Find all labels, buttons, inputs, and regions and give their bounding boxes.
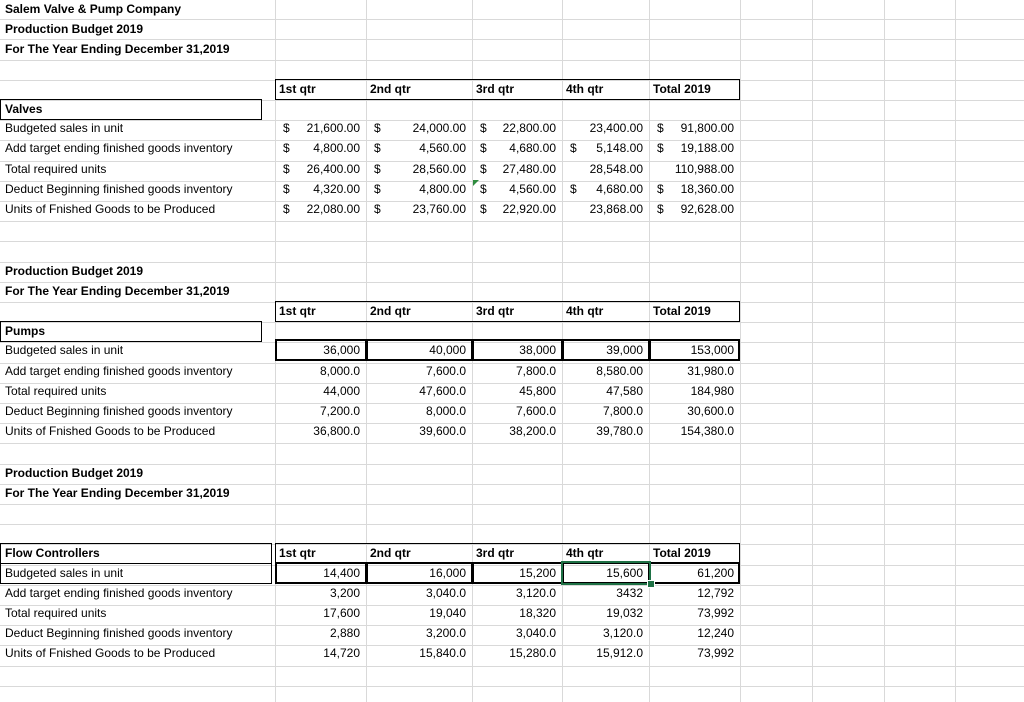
currency-symbol: $ bbox=[283, 162, 290, 176]
valves-value-cell[interactable]: 21,600.00 bbox=[306, 121, 360, 135]
currency-symbol: $ bbox=[283, 202, 290, 216]
flow-value-cell[interactable]: 12,240 bbox=[697, 626, 734, 640]
valves-value-cell[interactable]: 5,148.00 bbox=[596, 141, 643, 155]
currency-symbol: $ bbox=[283, 121, 290, 135]
company-title[interactable]: Salem Valve & Pump Company bbox=[5, 2, 182, 16]
pumps-value-cell[interactable]: 38,200.0 bbox=[509, 424, 556, 438]
currency-symbol: $ bbox=[657, 182, 664, 196]
currency-symbol: $ bbox=[657, 121, 664, 135]
valves-header-q1[interactable]: 1st qtr bbox=[279, 82, 316, 96]
flow-row-label[interactable]: Deduct Beginning finished goods inventory bbox=[5, 626, 233, 640]
valves-value-cell[interactable]: 23,400.00 bbox=[589, 121, 643, 135]
gridline-vertical bbox=[740, 0, 741, 702]
gridline-horizontal bbox=[0, 504, 1024, 505]
pumps-value-cell[interactable]: 7,800.0 bbox=[515, 364, 556, 378]
valves-row-label[interactable]: Total required units bbox=[5, 162, 107, 176]
flow-value-cell[interactable]: 3,120.0 bbox=[515, 586, 556, 600]
currency-symbol: $ bbox=[374, 182, 381, 196]
pumps-value-cell[interactable]: 38,000 bbox=[519, 343, 556, 357]
gridline-horizontal bbox=[0, 686, 1024, 687]
flow-header-q2[interactable]: 2nd qtr bbox=[370, 546, 411, 560]
currency-symbol: $ bbox=[480, 202, 487, 216]
valves-value-cell[interactable]: 23,760.00 bbox=[412, 202, 466, 216]
gridline-horizontal bbox=[0, 60, 1024, 61]
valves-header-q4[interactable]: 4th qtr bbox=[566, 82, 604, 96]
pumps-value-cell[interactable]: 45,800 bbox=[519, 384, 556, 398]
valves-value-cell[interactable]: 27,480.00 bbox=[502, 162, 556, 176]
pumps-value-cell[interactable]: 39,600.0 bbox=[419, 424, 466, 438]
flow-header-q3[interactable]: 3rd qtr bbox=[476, 546, 515, 560]
flow-value-cell[interactable]: 15,280.0 bbox=[509, 646, 556, 660]
pumps-header-q2[interactable]: 2nd qtr bbox=[370, 304, 411, 318]
flow-value-cell[interactable]: 14,720 bbox=[323, 646, 360, 660]
flow-value-cell[interactable]: 15,840.0 bbox=[419, 646, 466, 660]
currency-symbol: $ bbox=[283, 182, 290, 196]
flow-row-label[interactable]: Total required units bbox=[5, 606, 107, 620]
valves-row-label[interactable]: Budgeted sales in unit bbox=[5, 121, 124, 135]
currency-symbol: $ bbox=[374, 162, 381, 176]
pumps-value-cell[interactable]: 47,580 bbox=[606, 384, 643, 398]
gridline-vertical bbox=[955, 0, 956, 702]
valves-value-cell[interactable]: 4,800.00 bbox=[419, 182, 466, 196]
flow-value-cell[interactable]: 19,032 bbox=[606, 606, 643, 620]
pumps-value-cell[interactable]: 184,980 bbox=[690, 384, 734, 398]
pumps-value-cell[interactable]: 36,800.0 bbox=[313, 424, 360, 438]
currency-symbol: $ bbox=[570, 182, 577, 196]
pumps-header-q5[interactable]: Total 2019 bbox=[653, 304, 711, 318]
gridline-horizontal bbox=[0, 221, 1024, 222]
pumps-value-cell[interactable]: 47,600.0 bbox=[419, 384, 466, 398]
pumps-value-cell[interactable]: 36,000 bbox=[323, 343, 360, 357]
flow-value-cell[interactable]: 15,912.0 bbox=[596, 646, 643, 660]
currency-symbol: $ bbox=[374, 202, 381, 216]
flow-value-cell[interactable]: 16,000 bbox=[429, 566, 466, 580]
valves-header-q5[interactable]: Total 2019 bbox=[653, 82, 711, 96]
pumps-header-q1[interactable]: 1st qtr bbox=[279, 304, 316, 318]
flow-period-label[interactable]: For The Year Ending December 31,2019 bbox=[5, 486, 230, 500]
flow-section-label[interactable]: Flow Controllers bbox=[5, 546, 100, 560]
valves-row-label[interactable]: Deduct Beginning finished goods inventory bbox=[5, 182, 233, 196]
flow-header-q1[interactable]: 1st qtr bbox=[279, 546, 316, 560]
pumps-row-label[interactable]: Budgeted sales in unit bbox=[5, 343, 124, 357]
currency-symbol: $ bbox=[480, 121, 487, 135]
pumps-value-cell[interactable]: 7,600.0 bbox=[425, 364, 466, 378]
currency-symbol: $ bbox=[480, 162, 487, 176]
flow-value-cell[interactable]: 18,320 bbox=[519, 606, 556, 620]
pumps-row-label[interactable]: Units of Fnished Goods to be Produced bbox=[5, 424, 216, 438]
currency-symbol: $ bbox=[570, 141, 577, 155]
gridline-horizontal bbox=[0, 443, 1024, 444]
valves-row-label[interactable]: Units of Fnished Goods to be Produced bbox=[5, 202, 216, 216]
valves-value-cell[interactable]: 24,000.00 bbox=[412, 121, 466, 135]
flow-value-cell[interactable]: 15,200 bbox=[519, 566, 556, 580]
period-label[interactable]: For The Year Ending December 31,2019 bbox=[5, 42, 230, 56]
currency-symbol: $ bbox=[657, 202, 664, 216]
pumps-value-cell[interactable]: 154,380.0 bbox=[680, 424, 734, 438]
pumps-value-cell[interactable]: 7,600.0 bbox=[515, 404, 556, 418]
gridline-vertical bbox=[812, 0, 813, 702]
pumps-value-cell[interactable]: 8,000.0 bbox=[425, 404, 466, 418]
valves-value-cell[interactable]: 4,680.00 bbox=[596, 182, 643, 196]
gridline-horizontal bbox=[0, 241, 1024, 242]
flow-value-cell[interactable]: 19,040 bbox=[429, 606, 466, 620]
flow-budget-title[interactable]: Production Budget 2019 bbox=[5, 466, 144, 480]
valves-header-q3[interactable]: 3rd qtr bbox=[476, 82, 515, 96]
valves-value-cell[interactable]: 4,320.00 bbox=[313, 182, 360, 196]
error-indicator-icon[interactable] bbox=[473, 180, 479, 186]
flow-value-cell[interactable]: 73,992 bbox=[697, 606, 734, 620]
flow-row-label[interactable]: Budgeted sales in unit bbox=[5, 566, 124, 580]
valves-value-cell[interactable]: 18,360.00 bbox=[680, 182, 734, 196]
currency-symbol: $ bbox=[283, 141, 290, 155]
pumps-value-cell[interactable]: 8,580.00 bbox=[596, 364, 643, 378]
gridline-vertical bbox=[884, 0, 885, 702]
valves-value-cell[interactable]: 28,560.00 bbox=[412, 162, 466, 176]
fill-handle[interactable] bbox=[647, 580, 655, 588]
valves-header-q2[interactable]: 2nd qtr bbox=[370, 82, 411, 96]
flow-row-label[interactable]: Units of Fnished Goods to be Produced bbox=[5, 646, 216, 660]
flow-value-cell[interactable]: 3,200.0 bbox=[425, 626, 466, 640]
pumps-row-label[interactable]: Deduct Beginning finished goods inventory bbox=[5, 404, 233, 418]
pumps-row-label[interactable]: Add target ending finished goods inventory bbox=[5, 364, 233, 378]
pumps-value-cell[interactable]: 39,780.0 bbox=[596, 424, 643, 438]
flow-value-cell[interactable]: 3,200 bbox=[329, 586, 360, 600]
currency-symbol: $ bbox=[480, 141, 487, 155]
flow-value-cell[interactable]: 2,880 bbox=[329, 626, 360, 640]
pumps-header-q4[interactable]: 4th qtr bbox=[566, 304, 604, 318]
pumps-section-label[interactable]: Pumps bbox=[5, 324, 46, 338]
valves-value-cell[interactable]: 22,800.00 bbox=[502, 121, 556, 135]
valves-value-cell[interactable]: 19,188.00 bbox=[680, 141, 734, 155]
flow-value-cell[interactable]: 73,992 bbox=[697, 646, 734, 660]
flow-value-cell[interactable]: 3,040.0 bbox=[425, 586, 466, 600]
pumps-value-cell[interactable]: 39,000 bbox=[606, 343, 643, 357]
valves-value-cell[interactable]: 28,548.00 bbox=[589, 162, 643, 176]
pumps-value-cell[interactable]: 7,200.0 bbox=[319, 404, 360, 418]
pumps-value-cell[interactable]: 40,000 bbox=[429, 343, 466, 357]
flow-value-cell[interactable]: 3,040.0 bbox=[515, 626, 556, 640]
valves-value-cell[interactable]: 4,560.00 bbox=[419, 141, 466, 155]
valves-value-cell[interactable]: 23,868.00 bbox=[589, 202, 643, 216]
pumps-budget-title[interactable]: Production Budget 2019 bbox=[5, 264, 144, 278]
gridline-horizontal bbox=[0, 666, 1024, 667]
valves-value-cell[interactable]: 92,628.00 bbox=[680, 202, 734, 216]
pumps-period-label[interactable]: For The Year Ending December 31,2019 bbox=[5, 284, 230, 298]
valves-value-cell[interactable]: 4,560.00 bbox=[509, 182, 556, 196]
pumps-header-q3[interactable]: 3rd qtr bbox=[476, 304, 515, 318]
currency-symbol: $ bbox=[374, 121, 381, 135]
pumps-value-cell[interactable]: 8,000.0 bbox=[319, 364, 360, 378]
currency-symbol: $ bbox=[480, 182, 487, 196]
pumps-value-cell[interactable]: 153,000 bbox=[690, 343, 734, 357]
valves-value-cell[interactable]: 4,680.00 bbox=[509, 141, 556, 155]
pumps-row-label[interactable]: Total required units bbox=[5, 384, 107, 398]
pumps-value-cell[interactable]: 44,000 bbox=[323, 384, 360, 398]
flow-header-q4[interactable]: 4th qtr bbox=[566, 546, 604, 560]
valves-row-label[interactable]: Add target ending finished goods inventory bbox=[5, 141, 233, 155]
valves-value-cell[interactable]: 4,800.00 bbox=[313, 141, 360, 155]
pumps-value-cell[interactable]: 31,980.0 bbox=[687, 364, 734, 378]
flow-value-cell[interactable]: 17,600 bbox=[323, 606, 360, 620]
valves-value-cell[interactable]: 22,920.00 bbox=[502, 202, 556, 216]
flow-header-q5[interactable]: Total 2019 bbox=[653, 546, 711, 560]
valves-value-cell[interactable]: 22,080.00 bbox=[306, 202, 360, 216]
currency-symbol: $ bbox=[657, 141, 664, 155]
flow-value-cell[interactable]: 61,200 bbox=[697, 566, 734, 580]
flow-value-cell[interactable]: 12,792 bbox=[697, 586, 734, 600]
valves-value-cell[interactable]: 91,800.00 bbox=[680, 121, 734, 135]
valves-section-label[interactable]: Valves bbox=[5, 102, 43, 116]
currency-symbol: $ bbox=[374, 141, 381, 155]
flow-value-cell[interactable]: 15,600 bbox=[606, 566, 643, 580]
valves-value-cell[interactable]: 110,988.00 bbox=[674, 162, 734, 176]
pumps-value-cell[interactable]: 7,800.0 bbox=[602, 404, 643, 418]
gridline-horizontal bbox=[0, 524, 1024, 525]
flow-value-cell[interactable]: 3,120.0 bbox=[602, 626, 643, 640]
flow-row-label[interactable]: Add target ending finished goods inventory bbox=[5, 586, 233, 600]
flow-value-cell[interactable]: 14,400 bbox=[323, 566, 360, 580]
valves-value-cell[interactable]: 26,400.00 bbox=[306, 162, 360, 176]
flow-value-cell[interactable]: 3432 bbox=[616, 586, 643, 600]
pumps-value-cell[interactable]: 30,600.0 bbox=[687, 404, 734, 418]
budget-title[interactable]: Production Budget 2019 bbox=[5, 22, 144, 36]
